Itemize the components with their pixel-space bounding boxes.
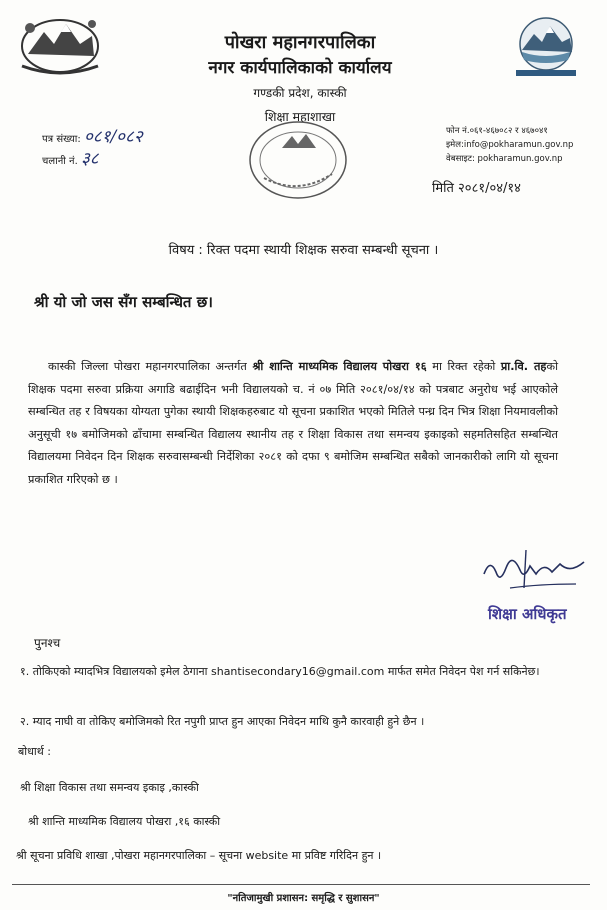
postscript-heading: पुनश्च bbox=[34, 636, 61, 650]
copy-recipient: श्री सूचना प्रविधि शाखा ,पोखरा महानगरपालिका – सूचना website मा प्रविष्ट गरिदिन हुन । bbox=[16, 849, 382, 862]
copy-recipient: श्री शान्ति माध्यमिक विद्यालय पोखरा ,१६ कास्की bbox=[28, 815, 221, 828]
copy-recipient: श्री शिक्षा विकास तथा समन्वय इकाइ ,कास्की bbox=[20, 781, 199, 794]
subject-line: विषय : रिक्त पदमा स्थायी शिक्षक सरुवा सम्बन्धी सूचना । bbox=[168, 243, 439, 258]
note-item: २. म्याद नाघी वा तोकिए बमोजिमको रित नपुगी प्राप्त हुन आएका निवेदन माथि कुनै कारवाही हुने छैन । bbox=[20, 715, 425, 728]
letter-date: मिति २०८१/०४/१४ bbox=[432, 181, 521, 196]
nepal-emblem-icon bbox=[14, 10, 106, 78]
province-address: गण्डकी प्रदेश, कास्की bbox=[253, 86, 347, 100]
reference-number: पत्र संख्या: ०८१/०८२ bbox=[42, 127, 143, 147]
teacher-level: प्रा.वि. तह bbox=[500, 360, 547, 373]
notice-body: कास्की जिल्ला पोखरा महानगरपालिका अन्तर्गत श्री शान्ति माध्यमिक विद्यालय पोखरा १६ मा रिक्त रहेको प्रा.वि. तहको शिक्षक पदमा सरुवा प्रक्रिया अगाडि बढाईदिन भनी विद्यालयको च. नं ०७ मिति २०८१/०४/१४ को पत्रबाट अनुरोध भई आएकोले सम्बन्धित तह र विषयका योग्यता पुगेका स्थायी शिक्षकहरुबाट यो सूचना प्रकाशित भएको मितिले पन्ध्र दिन भित्र शिक्षा नियमावलीको अनुसूची १७ बमोजिमको ढाँचामा सम्बन्धित विद्यालय स्थानीय तह र शिक्षा विकास तथा समन्वय इकाइको सहमतिसहित सम्बन्धित विद्यालयमा निवेदन दिन शिक्षक सरुवासम्बन्धी निर्देशिका २०८१ को दफा ९ बमोजिम सम्बन्धित सबैको जानकारीको लागि यो सूचना प्रकाशित गरिएको छ । bbox=[28, 360, 558, 486]
copy-to-label: बोधार्थ : bbox=[18, 745, 51, 758]
dispatch-number-value: ३८ bbox=[80, 149, 99, 169]
contact-info bbox=[446, 124, 573, 166]
salutation: श्री यो जो जस सँग सम्बन्धित छ। bbox=[34, 293, 213, 311]
dispatch-number: चलानी नं. ३८ bbox=[42, 149, 99, 169]
footer-divider bbox=[12, 884, 590, 885]
note-item: १. तोकिएको म्यादभित्र विद्यालयको इमेल ठेगाना shantisecondary16@gmail.com मार्फत समेत निवेदन पेश गर्न सकिनेछ। bbox=[20, 665, 540, 678]
section-name: शिक्षा महाशाखा bbox=[264, 109, 336, 124]
phone-text: फोन नं.०६१-४६७०८२ र ४६७०४१ bbox=[446, 126, 548, 136]
organization-name: पोखरा महानगरपालिका bbox=[224, 32, 376, 53]
school-name: श्री शान्ति माध्यमिक विद्यालय पोखरा १६ bbox=[252, 360, 427, 373]
pokhara-municipality-logo-icon bbox=[508, 16, 584, 78]
email-text: इमेल:info@pokharamun.gov.np bbox=[446, 140, 574, 150]
footer-motto: "नतिजामुखी प्रशासन: समृद्धि र सुशासन" bbox=[227, 893, 380, 904]
office-name: नगर कार्यपालिकाको कार्यालय bbox=[208, 58, 392, 78]
reference-number-value: ०८१/०८२ bbox=[83, 127, 143, 147]
officer-title: शिक्षा अधिकृत bbox=[488, 605, 567, 623]
website-text: वेबसाइट: pokharamun.gov.np bbox=[446, 154, 563, 164]
office-seal-icon bbox=[244, 118, 352, 202]
